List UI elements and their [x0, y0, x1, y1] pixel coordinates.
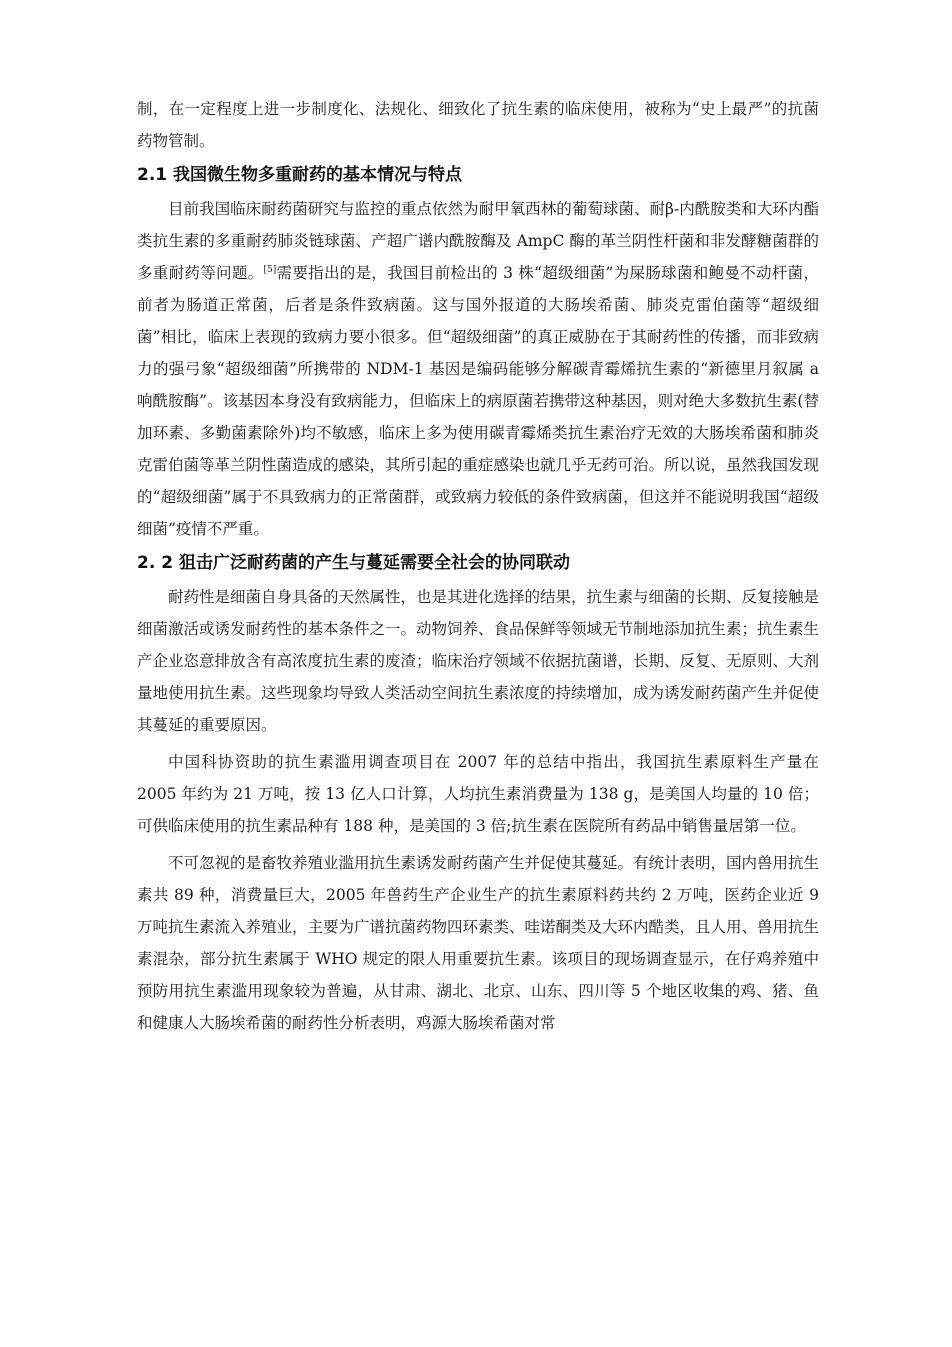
paragraph-livestock-abuse: 不可忽视的是畜牧养殖业滥用抗生素诱发耐药菌产生并促使其蔓延。有统计表明，国内兽用抗生素共 89 种，消费量巨大，2005 年兽药生产企业生产的抗生素原料药共约 2 万吨，医药企业近 9 万吨抗生素流入养殖业，主要为广谱抗菌药物四环素类、哇诺酮类及大环内酷类，且人用、兽用抗生素混杂，部分抗生素属于 WHO 规定的限人用重要抗生素。该项目的现场调查显示，在仔鸡养殖中预防用抗生素滥用现象较为普遍，从甘肃、湖北、北京、山东、四川等 5 个地区收集的鸡、猪、鱼和健康人大肠埃希菌的耐药性分析表明，鸡源大肠埃希菌对常 [137, 854, 820, 1032]
paragraph-text: 目前我国临床耐药菌研究与监控的重点依然为耐甲氧西林的葡萄球菌、耐β-内酰胺类和大环内酯类抗生素的多重耐药肺炎链球菌、产超广谱内酰胺酶及 AmpC 酶的革兰阴性杆菌和非发酵糖菌群的多重耐药等问题。 [137, 200, 819, 282]
paragraph-resistance-causes: 耐药性是细菌自身具备的天然属性，也是其进化选择的结果，抗生素与细菌的长期、反复接触是细菌激活或诱发耐药性的基本条件之一。动物饲养、食品保鲜等领域无节制地添加抗生素；抗生素生产企业恣意排放含有高浓度抗生素的废渣；临床治疗领域不依据抗菌谱，长期、反复、无原则、大剂量地使用抗生素。这些现象均导致人类活动空间抗生素浓度的持续增加，成为诱发耐药菌产生并促使其蔓延的重要原因。 [137, 588, 820, 734]
paragraph-text: 需要指出的是，我国目前检出的 3 株“超级细菌”为屎肠球菌和鲍曼不动杆菌，前者为肠道正常菌，后者是条件致病菌。这与国外报道的大肠埃希菌、肺炎克雷伯菌等“超级细菌”相比，临床上表现的致病力要小很多。但“超级细菌”的真正威胁在于其耐药性的传播，而非致病力的强弓象“超级细菌”所携带的 NDM-1 基因是编码能够分解碳青霉烯抗生素的“新德里月叙属 a 响酰胺酶”。该基因本身没有致病能力，但临床上的病原菌若携带这种基因，则对绝大多数抗生素(替加环素、多勤菌素除外)均不敏感，临床上多为使用碳青霉烯类抗生素治疗无效的大肠埃希菌和肺炎克雷伯菌等革兰阴性菌造成的感染，其所引起的重症感染也就几乎无药可治。所以说，虽然我国发现的“超级细菌”属于不具致病力的正常菌群，或致病力较低的条件致病菌，但这并不能说明我国“超级细菌”疫情不严重。 [137, 264, 820, 538]
citation-reference[interactable]: [5] [263, 264, 277, 275]
section-heading-2-2: 2. 2 狙击广泛耐药菌的产生与蔓延需要全社会的协同联动 [137, 553, 570, 573]
paragraph-continuation: 制，在一定程度上进一步制度化、法规化、细致化了抗生素的临床使用，被称为“史上最严”的抗菌药物管制。 [137, 100, 819, 150]
section-heading-2-1: 2.1 我国微生物多重耐药的基本情况与特点 [137, 165, 463, 185]
document-page [137, 93, 819, 1039]
paragraph-resistance-overview [137, 193, 819, 545]
paragraph-survey-findings: 中国科协资助的抗生素滥用调查项目在 2007 年的总结中指出，我国抗生素原料生产量在 2005 年约为 21 万吨，按 13 亿人口计算，人均抗生素消费量为 138 g，是美国人均量的 10 倍；可供临床使用的抗生素品种有 188 种，是美国的 3 倍;抗生素在医院所有药品中销售量居第一位。 [137, 753, 819, 835]
